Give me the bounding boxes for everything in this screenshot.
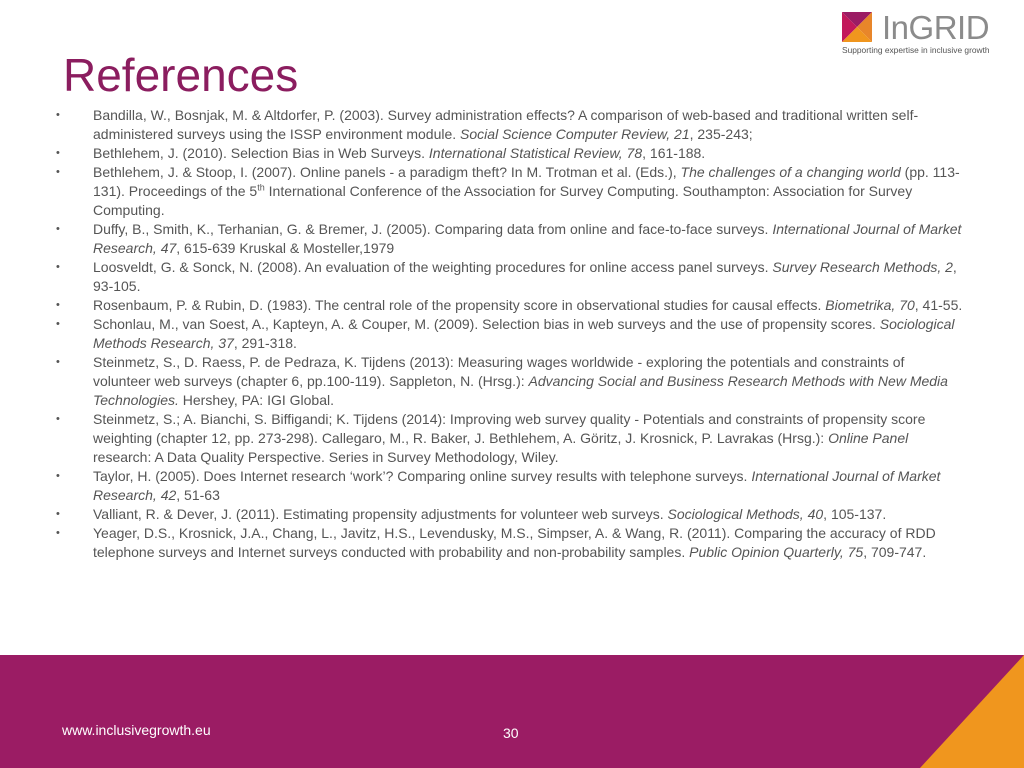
reference-text: th <box>257 182 265 193</box>
page-title: References <box>63 49 299 101</box>
reference-text: Hershey, PA: IGI Global. <box>178 392 334 408</box>
reference-item <box>0 410 1024 467</box>
reference-source-title: Social Science Computer Review, 21 <box>460 126 690 142</box>
reference-text: Loosveldt, G. & Sonck, N. (2008). An evaluation of the weighting procedures for online access panel surveys. <box>93 259 773 275</box>
bullet-icon: • <box>56 508 60 520</box>
reference-source-title: Survey Research Methods, 2 <box>772 259 953 275</box>
reference-item <box>0 524 1024 562</box>
reference-item <box>0 106 1024 144</box>
reference-text: , 41-55. <box>914 297 963 313</box>
bullet-icon: • <box>56 356 60 368</box>
reference-text: Taylor, H. (2005). Does Internet research ‘work’? Comparing online survey results with telephone surveys. <box>93 468 752 484</box>
reference-source-title: Online Panel <box>828 430 909 446</box>
reference-item <box>0 220 1024 258</box>
reference-item <box>0 467 1024 505</box>
bullet-icon: • <box>56 299 60 311</box>
bullet-icon: • <box>56 109 60 121</box>
bullet-icon: • <box>56 527 60 539</box>
reference-source-title: Public Opinion Quarterly, 75 <box>689 544 864 560</box>
ingrid-logo <box>842 9 994 60</box>
reference-text: , 93-105. <box>93 259 957 294</box>
reference-text: Rosenbaum, P. & Rubin, D. (1983). The central role of the propensity score in observational studies for causal effects. <box>93 297 826 313</box>
bullet-icon: • <box>56 147 60 159</box>
reference-text: research: A Data Quality Perspective. Series in Survey Methodology, Wiley. <box>93 449 559 465</box>
reference-text: Duffy, B., Smith, K., Terhanian, G. & Bremer, J. (2005). Comparing data from online and face-to-face surveys. <box>93 221 773 237</box>
footer-band <box>0 655 1024 768</box>
reference-item <box>0 505 1024 524</box>
reference-source-title: Sociological Methods, 40 <box>667 506 824 522</box>
reference-item <box>0 258 1024 296</box>
reference-text: Yeager, D.S., Krosnick, J.A., Chang, L., Javitz, H.S., Levendusky, M.S., Simpser, A. & Wang, R. (2011). Comparing the accuracy of RDD telephone surveys and Internet surveys conducted with probability and non-probability samples. <box>93 525 936 560</box>
reference-source-title: The challenges of a changing world <box>680 164 901 180</box>
reference-text: , 51-63 <box>176 487 220 503</box>
reference-source-title: Biometrika, 70 <box>825 297 915 313</box>
reference-source-title: International Statistical Review, 78 <box>428 145 643 161</box>
reference-text: Schonlau, M., van Soest, A., Kapteyn, A. & Couper, M. (2009). Selection bias in web surveys and the use of propensity scores. <box>93 316 880 332</box>
reference-source-title: International Journal of Market Research, 42 <box>93 468 941 503</box>
bullet-icon: • <box>56 470 60 482</box>
reference-source-title: Sociological Methods Research, 37 <box>93 316 955 351</box>
reference-item <box>0 144 1024 163</box>
reference-source-title: International Journal of Market Research, 47 <box>93 221 962 256</box>
reference-text: , 709-747. <box>863 544 927 560</box>
reference-text: Steinmetz, S., D. Raess, P. de Pedraza, K. Tijdens (2013): Measuring wages worldwide - exploring the potentials and constraints of volunteer web surveys (chapter 6, pp.100-119). Sappleton, N. (Hrsg.): <box>93 354 905 389</box>
bullet-icon: • <box>56 413 60 425</box>
reference-item <box>0 353 1024 410</box>
footer-website-url[interactable]: www.inclusivegrowth.eu <box>62 722 211 738</box>
reference-text: , 291-318. <box>233 335 297 351</box>
reference-item <box>0 296 1024 315</box>
reference-text: Valliant, R. & Dever, J. (2011). Estimating propensity adjustments for volunteer web surveys. <box>93 506 668 522</box>
reference-text: , 161-188. <box>642 145 706 161</box>
bullet-icon: • <box>56 318 60 330</box>
reference-text: Bethlehem, J. & Stoop, I. (2007). Online panels - a paradigm theft? In M. Trotman et al. (Eds.), <box>93 164 681 180</box>
logo-wordmark: InGRID <box>882 9 990 46</box>
references-list <box>0 106 1024 562</box>
reference-text: Bethlehem, J. (2010). Selection Bias in Web Surveys. <box>93 145 429 161</box>
ingrid-logo-mark-icon <box>842 12 872 42</box>
reference-text: Bandilla, W., Bosnjak, M. & Altdorfer, P. (2003). Survey administration effects? A comparison of web-based and traditional written self-administered surveys using the ISSP environment module. <box>93 107 919 142</box>
reference-text: Steinmetz, S.; A. Bianchi, S. Biffigandi; K. Tijdens (2014): Improving web survey quality - Potentials and constraints of propensity score weighting (chapter 12, pp. 273-298). Callegaro, M., R. Baker, J. Bethlehem, A. Göritz, J. Krosnick, P. Lavrakas (Hrsg.): <box>93 411 926 446</box>
reference-text: , 615-639 Kruskal & Mosteller,1979 <box>176 240 395 256</box>
reference-item <box>0 163 1024 220</box>
logo-tagline: Supporting expertise in inclusive growth <box>842 45 990 55</box>
reference-item <box>0 315 1024 353</box>
bullet-icon: • <box>56 261 60 273</box>
reference-text: (pp. 113-131). Proceedings of the 5 <box>93 164 960 199</box>
page-number: 30 <box>503 725 519 741</box>
reference-text: , 105-137. <box>823 506 887 522</box>
bullet-icon: • <box>56 166 60 178</box>
reference-source-title: Advancing Social and Business Research Methods with New Media Technologies. <box>93 373 948 408</box>
reference-text: International Conference of the Association for Survey Computing. Southampton: Association for Survey Computing. <box>93 183 913 218</box>
bullet-icon: • <box>56 223 60 235</box>
reference-text: , 235-243; <box>689 126 753 142</box>
